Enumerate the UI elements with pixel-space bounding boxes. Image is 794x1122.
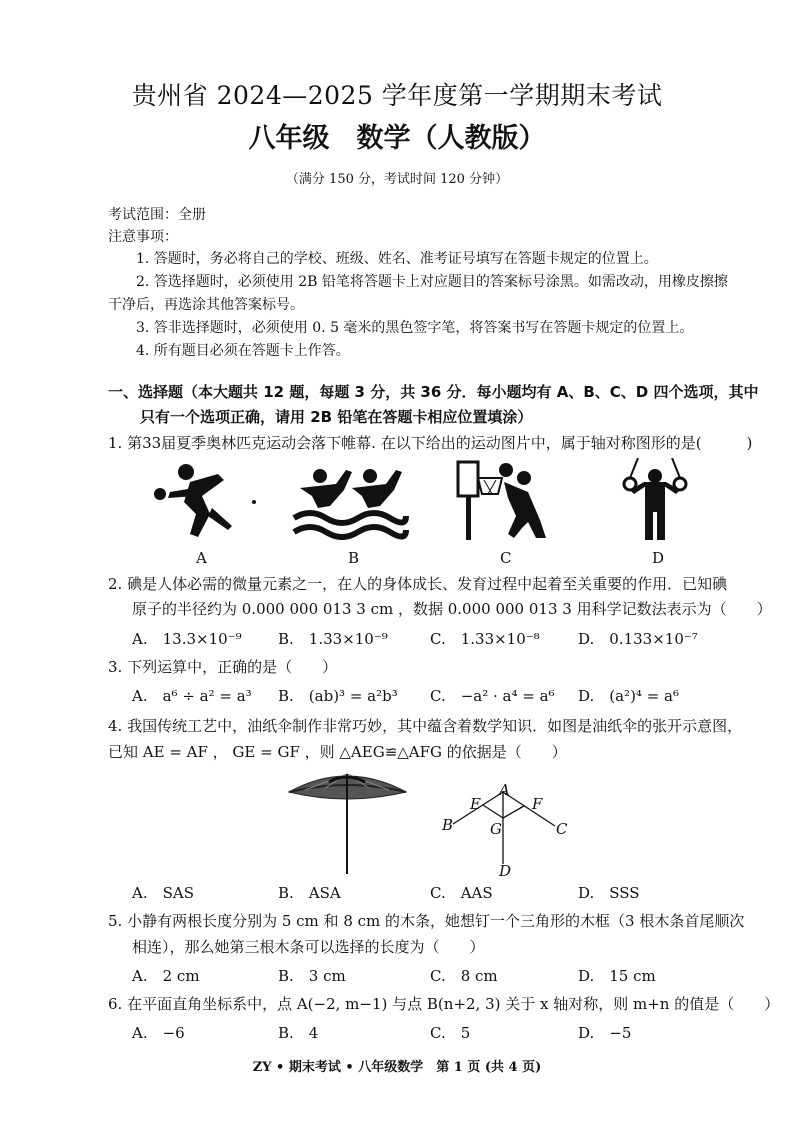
rings-gymnastics-icon <box>620 458 690 542</box>
point-label-g: G <box>490 820 502 838</box>
option-a: A. 13.3×10⁻⁹ <box>132 630 242 648</box>
page-footer: ZY • 期末考试 • 八年级数学 第 1 页 (共 4 页) <box>252 1060 542 1075</box>
question-2-line-1: 2. 碘是人体必需的微量元素之一，在人的身体成长、发育过程中起着至关重要的作用．已知碘 <box>108 575 728 593</box>
exam-info: （满分 150 分，考试时间 120 分钟） <box>285 172 509 187</box>
option-a: A. −6 <box>132 1024 185 1042</box>
table-tennis-icon <box>150 462 260 540</box>
option-c: C. AAS <box>430 884 493 902</box>
question-2-line-2: 原子的半径约为 0.000 000 013 3 cm ，数据 0.000 000 013 3 用科学记数法表示为（ ） <box>132 600 772 618</box>
figure-label: D <box>652 549 665 567</box>
note-item: 4. 所有题目必须在答题卡上作答。 <box>136 343 350 359</box>
option-c: C. 8 cm <box>430 967 498 985</box>
question-4-line-2: 已知 AE = AF ， GE = GF ，则 △AEG≌△AFG 的依据是（ ） <box>108 743 567 761</box>
option-b: B. ASA <box>278 884 341 902</box>
option-c: C. 5 <box>430 1024 471 1042</box>
exam-scope: 考试范围：全册 <box>108 207 206 223</box>
section-heading-cont: 只有一个选项正确，请用 2B 铅笔在答题卡相应位置填涂） <box>140 408 533 426</box>
section-heading: 一、选择题（本大题共 12 题，每题 3 分，共 36 分．每小题均有 A、B、C、D 四个选项，其中 <box>108 383 759 401</box>
option-d: D. −5 <box>578 1024 632 1042</box>
option-a: A. SAS <box>132 884 194 902</box>
option-c: C. −a² · a⁴ = a⁶ <box>430 687 555 705</box>
option-d: D. 0.133×10⁻⁷ <box>578 630 698 648</box>
option-d: D. SSS <box>578 884 640 902</box>
oil-paper-umbrella-image <box>285 766 410 876</box>
notes-heading: 注意事项： <box>108 229 178 245</box>
point-label-f: F <box>532 795 543 813</box>
point-label-c: C <box>556 820 568 838</box>
figure-label: A <box>196 549 207 567</box>
question-5-line-1: 5. 小静有两根长度分别为 5 cm 和 8 cm 的木条，她想钉一个三角形的木框（3 根木条首尾顺次 <box>108 912 745 930</box>
option-a: A. 2 cm <box>132 967 200 985</box>
option-d: D. 15 cm <box>578 967 656 985</box>
exam-subtitle: 八年级 数学（人教版） <box>248 123 546 154</box>
option-b: B. 4 <box>278 1024 319 1042</box>
option-d: D. (a²)⁴ = a⁶ <box>578 687 679 705</box>
question-6-stem: 6. 在平面直角坐标系中，点 A(−2, m−1) 与点 B(n+2, 3) 关于 x 轴对称，则 m+n 的值是（ ） <box>108 995 780 1013</box>
point-label-e: E <box>470 795 481 813</box>
point-label-a: A <box>499 781 510 799</box>
exam-title: 贵州省 2024—2025 学年度第一学期期末考试 <box>131 81 663 110</box>
synchronized-swimming-icon <box>290 462 410 540</box>
option-c: C. 1.33×10⁻⁸ <box>430 630 540 648</box>
figure-label: B <box>348 549 360 567</box>
option-a: A. a⁶ ÷ a² = a³ <box>132 687 252 705</box>
note-item: 3. 答非选择题时，必须使用 0. 5 毫米的黑色签字笔，将答案书写在答题卡规定的位置上。 <box>136 320 694 336</box>
question-1-stem: 1. 第33届夏季奥林匹克运动会落下帷幕. 在以下给出的运动图片中，属于轴对称图形的是( ) <box>108 434 753 452</box>
option-b: B. (ab)³ = a²b³ <box>278 687 398 705</box>
question-3-stem: 3. 下列运算中，正确的是（ ） <box>108 658 338 676</box>
figure-label: C <box>500 549 512 567</box>
point-label-d: D <box>499 862 512 880</box>
question-5-line-2: 相连），那么她第三根木条可以选择的长度为（ ） <box>132 938 485 956</box>
note-item: 干净后，再选涂其他答案标号。 <box>108 297 304 313</box>
point-label-b: B <box>442 816 454 834</box>
option-b: B. 3 cm <box>278 967 346 985</box>
option-b: B. 1.33×10⁻⁹ <box>278 630 388 648</box>
question-4-line-1: 4. 我国传统工艺中，油纸伞制作非常巧妙，其中蕴含着数学知识．如图是油纸伞的张开示意图， <box>108 717 743 735</box>
basketball-icon <box>456 458 556 542</box>
note-item: 2. 答选择题时，必须使用 2B 铅笔将答题卡上对应题目的答案标号涂黑。如需改动，用橡皮擦擦 <box>136 274 728 290</box>
note-item: 1. 答题时，务必将自己的学校、班级、姓名、准考证号填写在答题卡规定的位置上。 <box>136 251 658 267</box>
